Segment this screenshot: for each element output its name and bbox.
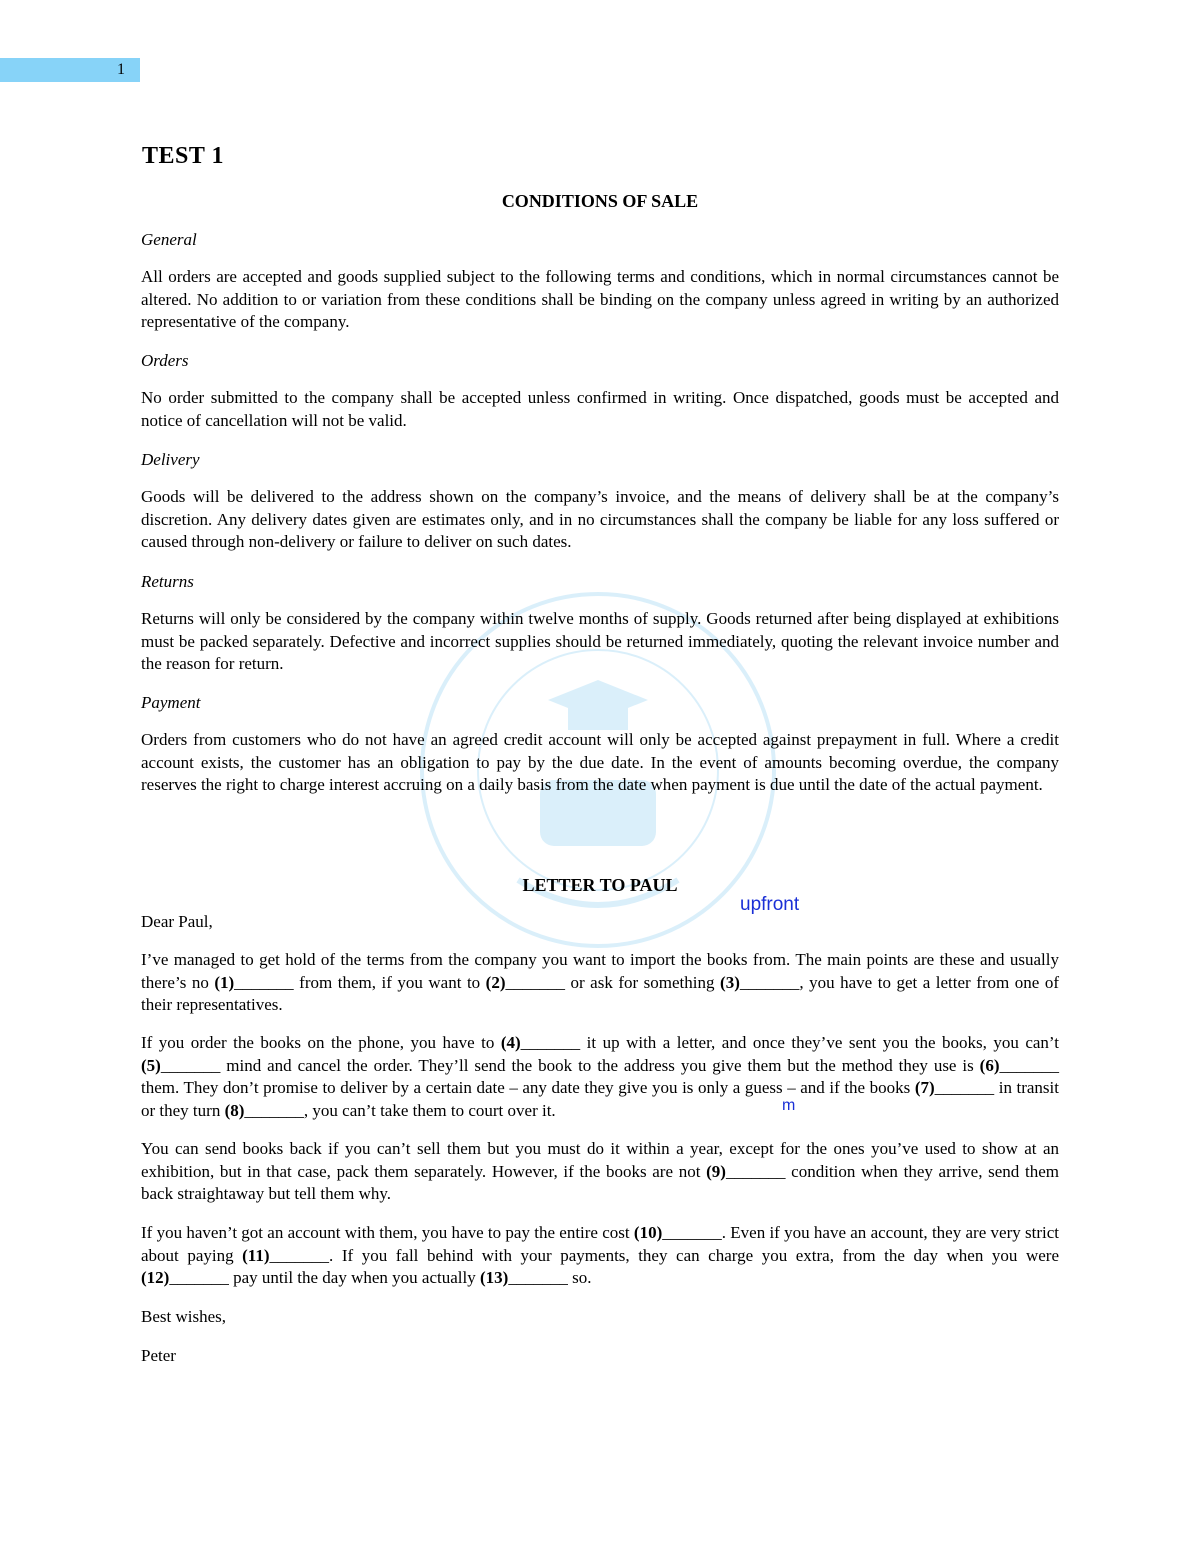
blank-number: (13) <box>480 1268 509 1288</box>
general-text: All orders are accepted and goods supplied subject to the following terms and conditions, which in normal circumstances cannot be altered. No addition to or variation from these conditions shall be binding on the company unless agreed in writing by an authorized representative of the company. <box>141 267 1059 332</box>
handwritten-upfront: upfront <box>740 894 800 915</box>
blank-number: (8) <box>224 1100 245 1120</box>
heading-returns: Returns <box>141 572 194 591</box>
blank-line[interactable]: _______ <box>520 1033 581 1052</box>
blank-line[interactable]: _______ <box>160 1055 221 1075</box>
heading-general: General <box>141 230 197 249</box>
blank-number: (10) <box>633 1223 663 1242</box>
letter-paragraph-3: You can send books back if you can’t sell them but you must do it within a year, except for the ones you’ve used to show at an exhibition, but in that case, pack them separately. However, if the books are not (9)_______ condition when they arrive, send them back straightaway but tell them why. <box>141 1139 1059 1204</box>
blank-number: (6) <box>979 1055 1000 1075</box>
letter-paragraph-2: If you order the books on the phone, you have to (4)_______ it up with a letter, and once they’ve sent you the books, you can’t (5)_______ mind and cancel the order. They’ll send the book to the address you give them but the method they use is (6)_______ them. They don’t promise to deliver by a certain date – any date they give you is only a guess – and if the books (7)_______ in transit or they turn (8)_______, you can’t take them to court over it. <box>141 1033 1059 1120</box>
blank-line[interactable]: _______ <box>508 1268 568 1288</box>
returns-text: Returns will only be considered by the company within twelve months of supply. Goods returned after being displayed at exhibitions must be packed separately. Defective and incorrect supplies should be returned immediately, quoting the relevant invoice number and the reason for return. <box>141 609 1059 674</box>
blank-number: (7) <box>914 1078 935 1098</box>
blank-line[interactable]: _______ <box>169 1268 229 1288</box>
blank-line[interactable]: _______ <box>739 972 800 992</box>
letter-signature: Peter <box>141 1346 176 1365</box>
letter-paragraph-1: I’ve managed to get hold of the terms from the company you want to import the books from. The main points are these and usually there’s no (1)_______ from them, if you want to (2)_______ or ask for something (3)_______, you have to get a letter from one of their representatives. <box>141 950 1059 1015</box>
blank-line[interactable]: _______ <box>234 972 294 992</box>
orders-text: No order submitted to the company shall be accepted unless confirmed in writing. Once dispatched, goods must be accepted and notice of cancellation will not be valid. <box>141 388 1059 430</box>
blank-number: (2) <box>485 972 506 992</box>
blank-number: (12) <box>141 1268 170 1288</box>
letter-title: LETTER TO PAUL <box>522 875 678 895</box>
conditions-title: CONDITIONS OF SALE <box>501 191 699 211</box>
blank-line[interactable]: _______ <box>269 1245 330 1265</box>
blank-number: (5) <box>141 1055 161 1075</box>
blank-number: (11) <box>242 1245 270 1265</box>
blank-line[interactable]: _______ <box>999 1055 1059 1075</box>
blank-line[interactable]: _______ <box>725 1161 786 1181</box>
handwritten-mark: m <box>782 1097 796 1114</box>
heading-delivery: Delivery <box>141 450 200 469</box>
letter-paragraph-4: If you haven’t got an account with them, you have to pay the entire cost (10)_______. Even if you have an account, they are very strict about paying (11)_______. If you fall behind with your payments, they can charge you extra, from the day when you were (12)_______ pay until the day when you actually (13)_______ so. <box>141 1223 1060 1288</box>
blank-line[interactable]: _______ <box>662 1223 722 1242</box>
blank-line[interactable]: _______ <box>505 972 565 992</box>
letter-closing: Best wishes, <box>141 1307 226 1326</box>
letter-greeting: Dear Paul, <box>141 912 213 931</box>
heading-orders: Orders <box>141 351 189 370</box>
blank-number: (1) <box>214 972 235 992</box>
payment-text: Orders from customers who do not have an agreed credit account will only be accepted against prepayment in full. Where a credit account exists, the customer has an obligation to pay by the due date. In the event of amounts becoming overdue, the company reserves the right to charge interest accruing on a daily basis from the date when payment is due until the date of the actual payment. <box>141 730 1059 795</box>
blank-number: (4) <box>500 1033 521 1052</box>
blank-line[interactable]: _______ <box>934 1078 995 1098</box>
delivery-text: Goods will be delivered to the address shown on the company’s invoice, and the means of delivery shall be at the company’s discretion. Any delivery dates given are estimates only, and in no circumstances shall the company be liable for any loss suffered or caused through non-delivery or failure to deliver on such dates. <box>141 487 1059 552</box>
page-number: 1 <box>117 61 125 78</box>
blank-number: (9) <box>706 1161 726 1181</box>
test-title: TEST 1 <box>142 143 224 169</box>
blank-line[interactable]: _______ <box>244 1100 304 1120</box>
heading-payment: Payment <box>141 693 201 712</box>
blank-number: (3) <box>720 972 740 992</box>
